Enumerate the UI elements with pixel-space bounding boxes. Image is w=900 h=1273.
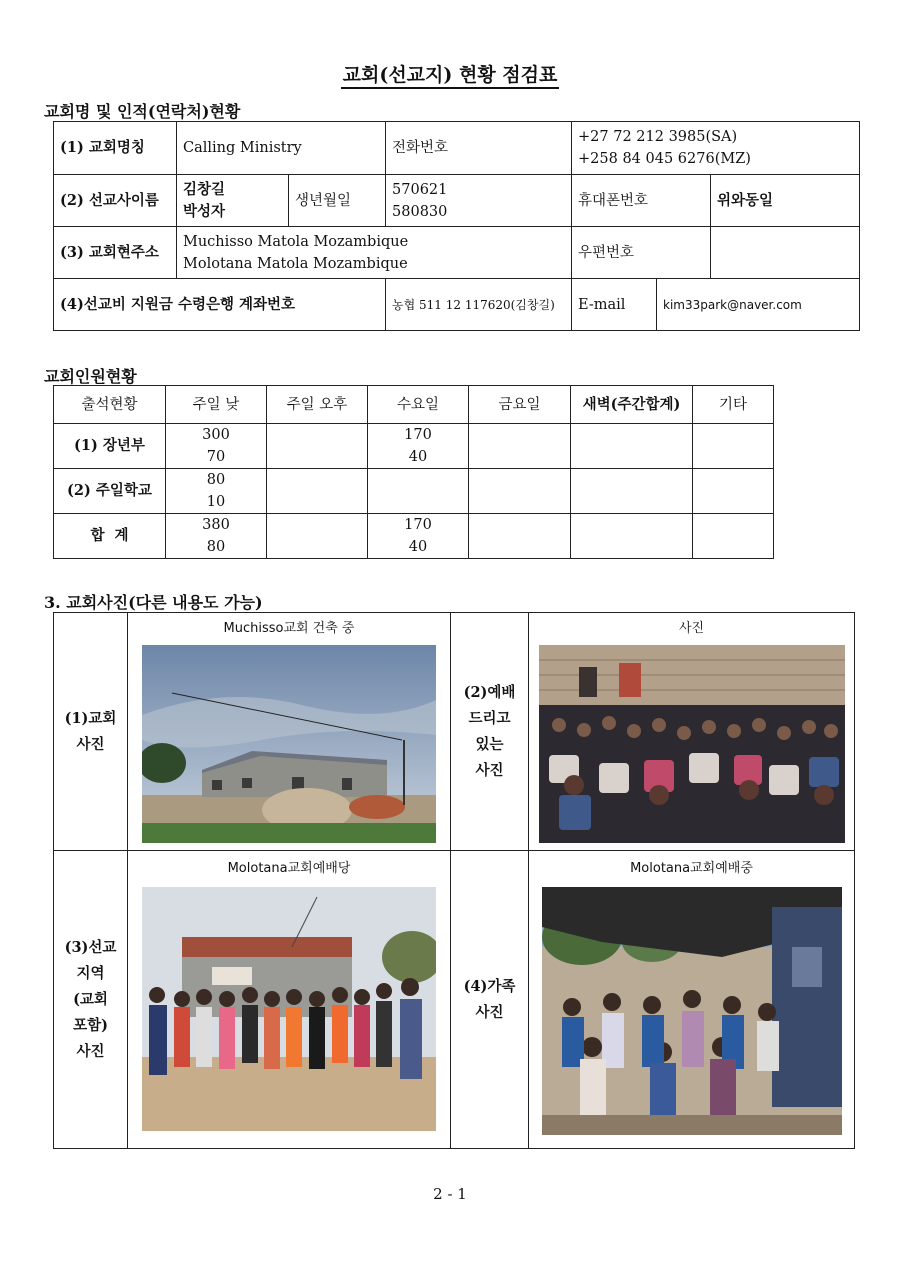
photo-label-worship: (2)예배 드리고 있는 사진 xyxy=(451,613,529,851)
table-cell xyxy=(571,424,693,469)
phone-label: 전화번호 xyxy=(386,122,572,175)
table-cell xyxy=(693,469,774,514)
missionary-label: (2) 선교사이름 xyxy=(54,175,177,227)
page-title: 교회(선교지) 현황 점검표 xyxy=(0,60,900,87)
table-cell xyxy=(267,469,368,514)
table-cell xyxy=(571,514,693,559)
header-dawn: 새벽(주간합계) xyxy=(571,386,693,424)
photo-caption-church: Muchisso교회 건축 중 xyxy=(223,621,355,636)
header-other: 기타 xyxy=(693,386,774,424)
table-cell xyxy=(267,514,368,559)
molotana-chapel-photo xyxy=(142,887,436,1131)
table-cell xyxy=(469,469,571,514)
header-friday: 금요일 xyxy=(469,386,571,424)
phone-value: +27 72 212 3985(SA) +258 84 045 6276(MZ) xyxy=(572,122,860,175)
photo-caption-molotana-service: Molotana교회예배중 xyxy=(630,861,753,876)
address-label: (3) 교회현주소 xyxy=(54,227,177,279)
table-cell: 300 70 xyxy=(166,424,267,469)
section3-heading: 3. 교회사진(다른 내용도 가능) xyxy=(44,593,263,612)
row-label-total: 합 계 xyxy=(54,514,166,559)
row-label-sunday-school: (2) 주일학교 xyxy=(54,469,166,514)
section2-heading: 교회인원현황 xyxy=(44,367,137,386)
table-cell xyxy=(571,469,693,514)
postal-label: 우편번호 xyxy=(572,227,711,279)
table-cell xyxy=(693,424,774,469)
table-cell xyxy=(693,514,774,559)
postal-value xyxy=(711,227,860,279)
table-cell: 170 40 xyxy=(368,424,469,469)
worship-crowd-photo xyxy=(539,645,845,843)
row-label-adult: (1) 장년부 xyxy=(54,424,166,469)
molotana-service-photo xyxy=(542,887,842,1135)
email-label: E-mail xyxy=(572,279,657,331)
table-row xyxy=(54,469,774,514)
photo-table xyxy=(53,612,855,1149)
table-cell: 80 10 xyxy=(166,469,267,514)
bank-label: (4)선교비 지원금 수령은행 계좌번호 xyxy=(54,279,386,331)
table-row xyxy=(54,424,774,469)
header-attendance: 출석현황 xyxy=(54,386,166,424)
photo-caption-molotana-chapel: Molotana교회예배당 xyxy=(227,861,351,876)
attendance-table xyxy=(53,385,774,559)
photo-label-mission-area: (3)선교 지역 (교회 포함) 사진 xyxy=(54,851,128,1149)
section1-heading: 교회명 및 인적(연락처)현황 xyxy=(44,102,241,121)
mobile-label: 휴대폰번호 xyxy=(572,175,711,227)
table-cell xyxy=(469,424,571,469)
mobile-value: 위와동일 xyxy=(711,175,860,227)
missionary-names: 김창길 박성자 xyxy=(177,175,289,227)
contact-table xyxy=(53,121,860,331)
photo-label-family: (4)가족 사진 xyxy=(451,851,529,1149)
page-number: 2 - 1 xyxy=(433,1185,467,1203)
church-name-label: (1) 교회명칭 xyxy=(54,122,177,175)
birth-dates: 570621 580830 xyxy=(386,175,572,227)
header-wednesday: 수요일 xyxy=(368,386,469,424)
birth-label: 생년월일 xyxy=(289,175,386,227)
table-cell xyxy=(267,424,368,469)
table-cell: 170 40 xyxy=(368,514,469,559)
photo-caption-worship: 사진 xyxy=(678,621,705,636)
table-row xyxy=(54,514,774,559)
table-cell xyxy=(469,514,571,559)
church-construction-photo xyxy=(142,645,436,843)
header-sunday-afternoon: 주일 오후 xyxy=(267,386,368,424)
email-value: kim33park@naver.com xyxy=(657,279,860,331)
table-cell xyxy=(368,469,469,514)
bank-account: 농협 511 12 117620(김창길) xyxy=(386,279,572,331)
address-value: Muchisso Matola Mozambique Molotana Matola Mozambique xyxy=(177,227,572,279)
photo-label-church: (1)교회 사진 xyxy=(54,613,128,851)
table-cell: 380 80 xyxy=(166,514,267,559)
church-name-value: Calling Ministry xyxy=(177,122,386,175)
header-sunday-day: 주일 낮 xyxy=(166,386,267,424)
